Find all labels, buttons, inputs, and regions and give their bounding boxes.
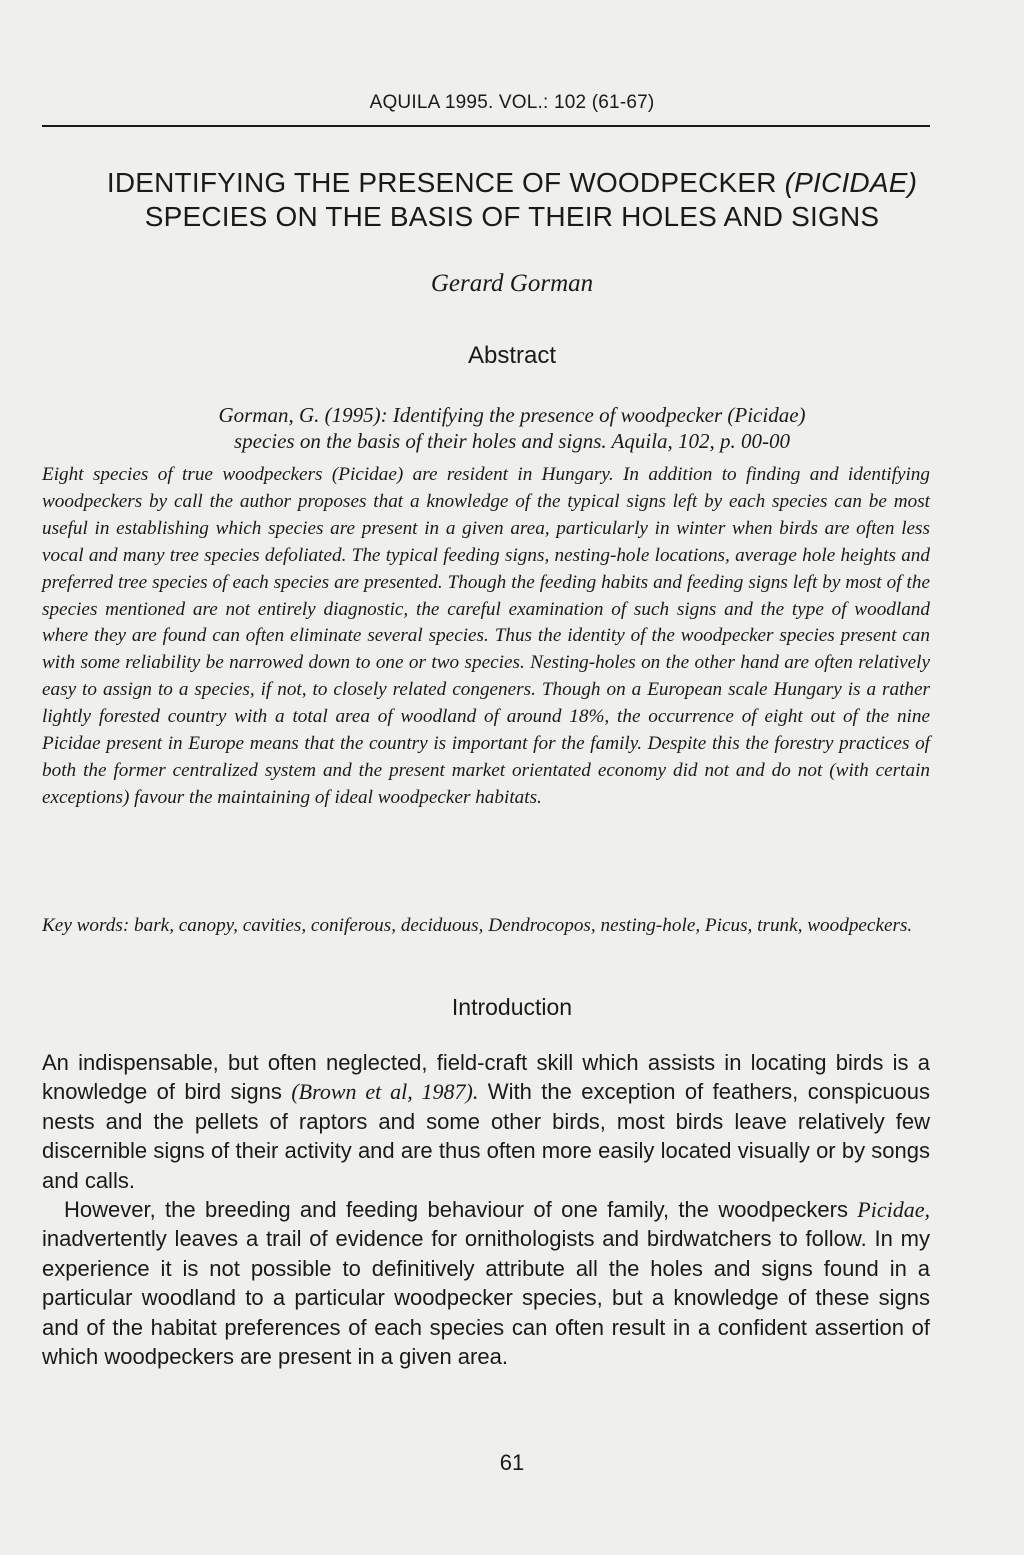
paragraph-2-taxon: Picidae, [857, 1197, 930, 1223]
citation [0, 402, 1024, 454]
title-line-1 [0, 166, 1024, 200]
running-head: AQUILA 1995. VOL.: 102 (61-67) [369, 92, 655, 113]
keywords-label: Key words: [42, 915, 130, 936]
abstract-text: Eight species of true woodpeckers (Picidae) are resident in Hungary. In addition to finding and identifying woodpeckers by call the author proposes that a knowledge of the typical signs left by each species can be most useful in establishing which species are present in a given area, particularly in winter when birds are often less vocal and many tree species defoliated. The typical feeding signs, nesting-hole locations, average hole heights and preferred tree species of each species are presented. Though the feeding habits and feeding signs left by most of the species mentioned are not entirely diagnostic, the careful examination of such signs and the type of woodland where they are found can often eliminate several species. Thus the identity of the woodpecker species present can with some reliability be narrowed down to one or two species. Nesting-holes on the other hand are often relatively easy to assign to a species, if not, to closely related congeners. Though on a European scale Hungary is a rather lightly forested country with a total area of woodland of around 18%, the occurrence of eight out of the nine Picidae present in Europe means that the country is important for the family. Despite this the forestry practices of both the former centralized system and the present market orientated economy did not and do not (with certain exceptions) favour the maintaining of ideal woodpecker habitats. [42, 464, 930, 808]
paragraph-1-text-b: With the exception of feathers, conspicuous nests and the pellets of raptors and some other birds, most birds leave relatively few discernible signs of their activity and are thus often more easily located visually or by songs and calls. [42, 1079, 931, 1193]
citation-line-1: Gorman, G. (1995): Identifying the presence of woodpecker (Picidae) [218, 403, 806, 427]
paragraph-1-citation: (Brown et al, 1987). [291, 1079, 479, 1105]
header-rule [42, 125, 930, 127]
intro-paragraph-1 [42, 1048, 930, 1195]
introduction-heading: Introduction [451, 994, 573, 1020]
paragraph-2-text-b: inadvertently leaves a trail of evidence for ornithologists and birdwatchers to follow. In my experience it is not possible to definitively attribute all the holes and signs found in a particular woodland to a particular woodpecker species, but a knowledge of these signs and of the habitat preferences of each species can often result in a confident assertion of which woodpeckers are present in a given area. [42, 1226, 930, 1370]
author-name: Gerard Gorman [430, 270, 594, 297]
introduction-body [42, 1048, 930, 1371]
title-line-1-text: IDENTIFYING THE PRESENCE OF WOODPECKER [106, 167, 785, 198]
title-family-name: (PICIDAE) [784, 167, 918, 198]
paragraph-1-text-a: An indispensable, but often neglected, field-craft skill which assists in locating birds is a knowledge of bird signs [42, 1050, 930, 1105]
abstract-heading: Abstract [467, 342, 557, 369]
keywords [42, 913, 930, 938]
paragraph-2-text-a: However, the breeding and feeding behaviour of one family, the woodpeckers [64, 1197, 858, 1223]
title-line-2: SPECIES ON THE BASIS OF THEIR HOLES AND SIGNS [144, 201, 880, 232]
keywords-list: bark, canopy, cavities, coniferous, deciduous, Dendrocopos, nesting-hole, Picus, trunk, woodpeckers. [129, 915, 913, 936]
intro-paragraph-2 [42, 1195, 930, 1371]
page-number: 61 [499, 1450, 525, 1475]
citation-line-2: species on the basis of their holes and signs. Aquila, 102, p. 00-00 [233, 429, 791, 453]
article-title [0, 166, 1024, 234]
